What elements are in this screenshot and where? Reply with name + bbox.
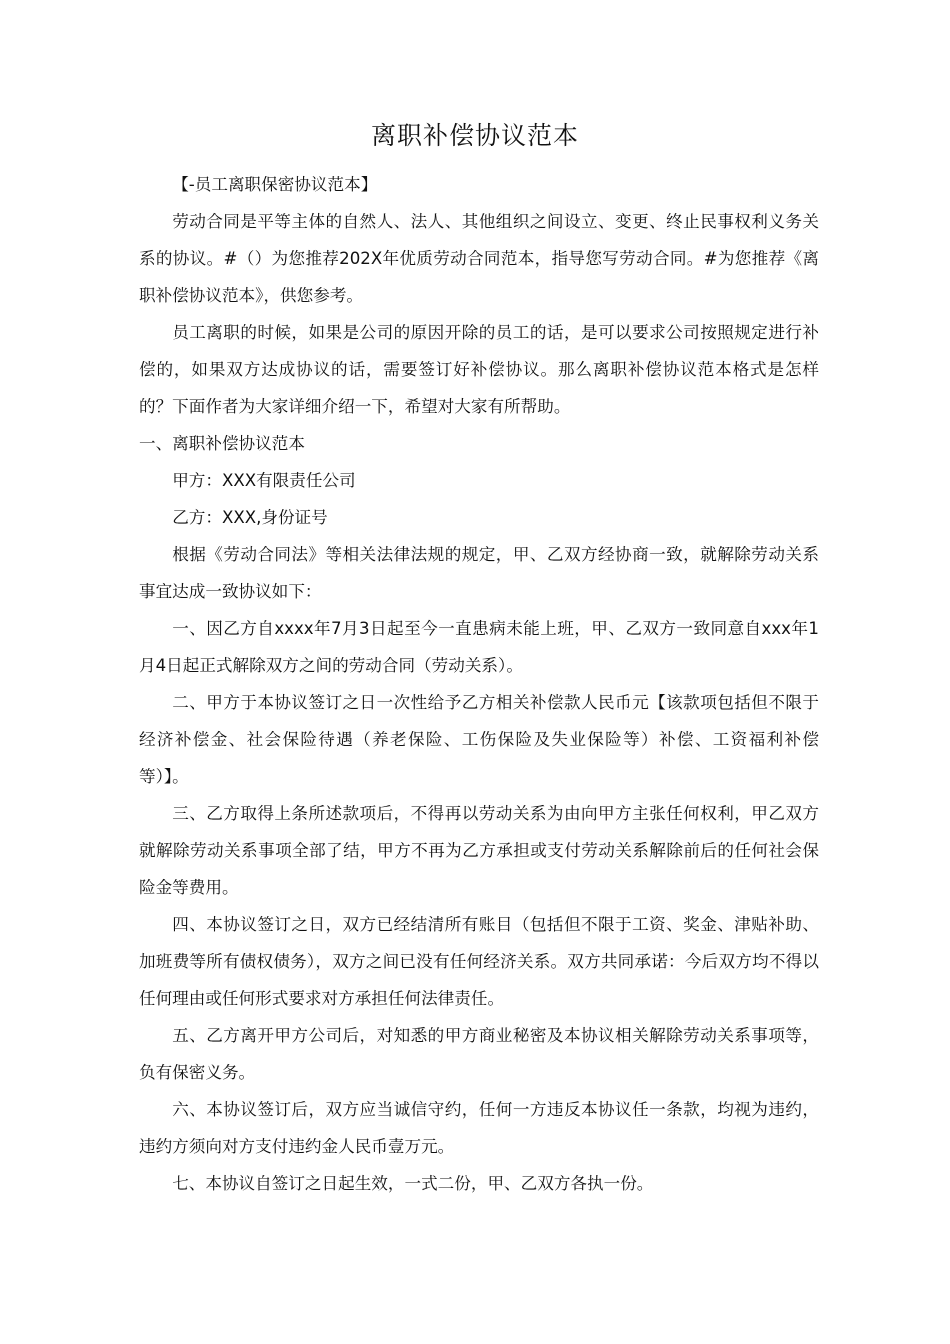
paragraph-intro-contract: 劳动合同是平等主体的自然人、法人、其他组织之间设立、变更、终止民事权利义务关系的协议。#（）为您推荐202X年优质劳动合同范本，指导您写劳动合同。#为您推荐《离职补偿协议范本》，供您参考。 (139, 212, 819, 305)
paragraph-intro-resignation: 员工离职的时候，如果是公司的原因开除的员工的话，是可以要求公司按照规定进行补偿的，如果双方达成协议的话，需要签订好补偿协议。那么离职补偿协议范本格式是怎样的？下面作者为大家详细介绍一下，希望对大家有所帮助。 (139, 323, 819, 416)
document-body (139, 166, 819, 1202)
section-heading: 一、离职补偿协议范本 (139, 434, 305, 453)
clause-6: 六、本协议签订后，双方应当诚信守约，任何一方违反本协议任一条款，均视为违约，违约方须向对方支付违约金人民币壹万元。 (139, 1100, 819, 1156)
document-title: 离职补偿协议范本 (370, 121, 579, 150)
clause-5: 五、乙方离开甲方公司后，对知悉的甲方商业秘密及本协议相关解除劳动关系事项等，负有保密义务。 (139, 1026, 819, 1082)
clause-7: 七、本协议自签订之日起生效，一式二份，甲、乙双方各执一份。 (172, 1174, 654, 1193)
party-a: 甲方：XXX有限责任公司 (172, 471, 356, 490)
clause-4: 四、本协议签订之日，双方已经结清所有账目（包括但不限于工资、奖金、津贴补助、加班费等所有债权债务），双方之间已没有任何经济关系。双方共同承诺：今后双方均不得以任何理由或任何形式要求对方承担任何法律责任。 (139, 915, 819, 1008)
clause-2: 二、甲方于本协议签订之日一次性给予乙方相关补偿款人民币元【该款项包括但不限于经济补偿金、社会保险待遇（养老保险、工伤保险及失业保险等）补偿、工资福利补偿等）】。 (139, 693, 819, 786)
clause-3: 三、乙方取得上条所述款项后，不得再以劳动关系为由向甲方主张任何权利，甲乙双方就解除劳动关系事项全部了结，甲方不再为乙方承担或支付劳动关系解除前后的任何社会保险金等费用。 (139, 804, 819, 897)
party-b: 乙方：XXX,身份证号 (172, 508, 328, 527)
clause-1: 一、因乙方自xxxx年7月3日起至今一直患病未能上班，甲、乙双方一致同意自xxx年1月4日起正式解除双方之间的劳动合同（劳动关系）。 (139, 619, 819, 675)
paragraph-subtitle: 【-员工离职保密协议范本】 (172, 175, 378, 194)
paragraph-legal-basis: 根据《劳动合同法》等相关法律法规的规定，甲、乙双方经协商一致，就解除劳动关系事宜达成一致协议如下： (139, 545, 819, 601)
